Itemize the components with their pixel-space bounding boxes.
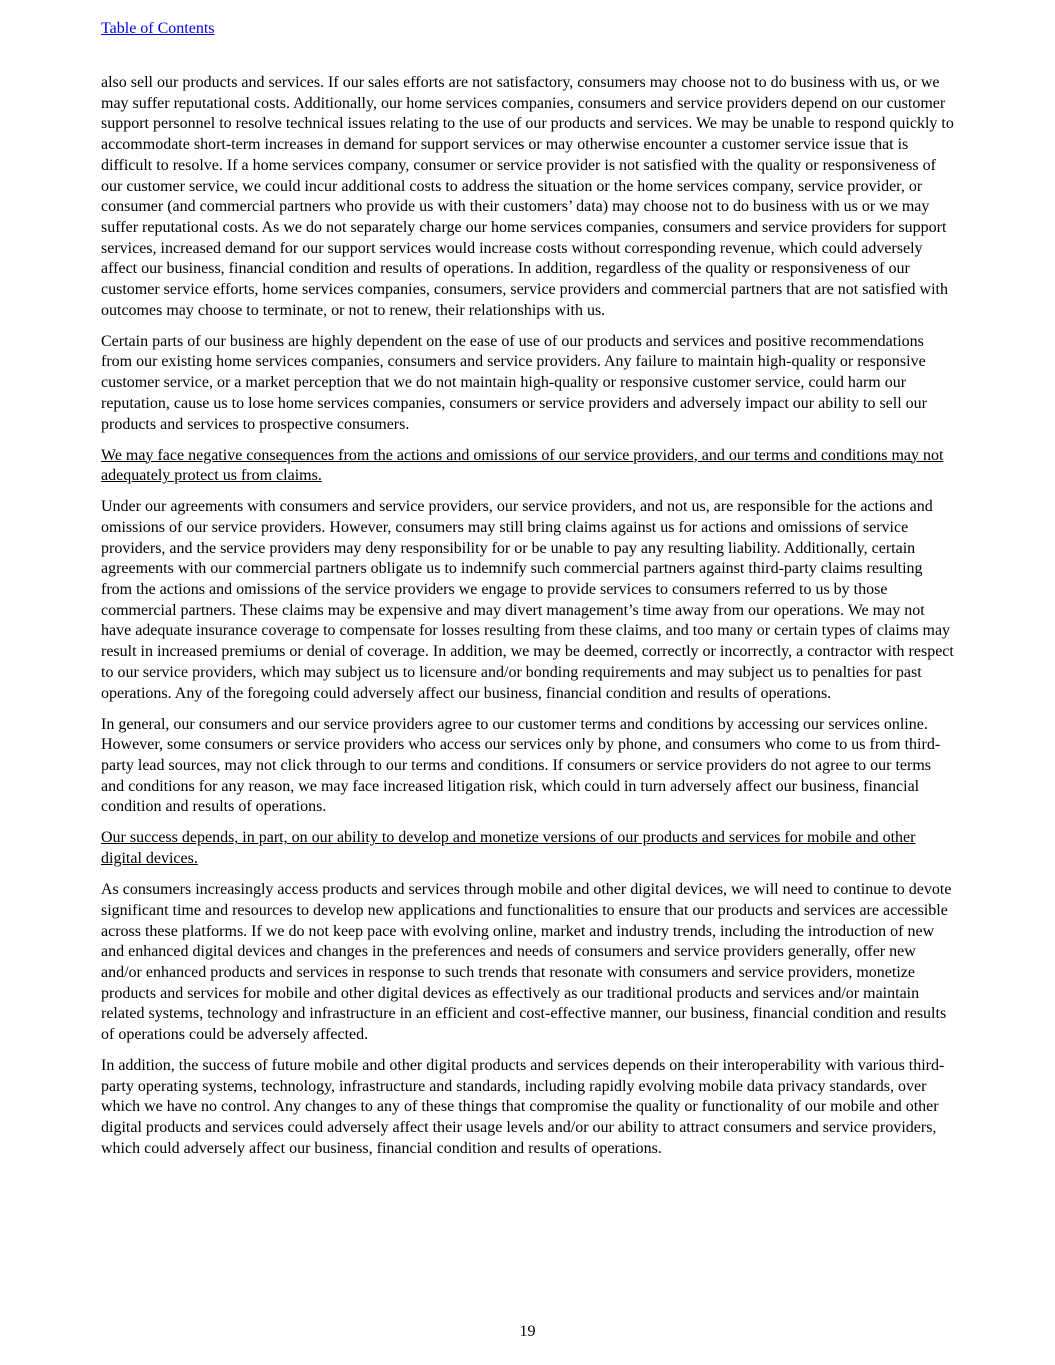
body-paragraph: In general, our consumers and our service providers agree to our customer terms and conditions by accessing our services online. However, some consumers or service providers who access our services only by phone, and consumers who come to us from third-party lead sources, may not click through to our terms and conditions. If consumers or service providers do not agree to our terms and conditions for any reason, we may face increased litigation risk, which could in turn adversely affect our business, financial condition and results of operations. — [101, 715, 941, 816]
section-heading: We may face negative consequences from the actions and omissions of our service providers, and our terms and conditions may not adequately protect us from claims. — [101, 446, 944, 485]
body-paragraph: As consumers increasingly access products and services through mobile and other digital devices, we will need to continue to devote significant time and resources to develop new applications and functionalities to ensure that our products and services are accessible across these platforms. If we do not keep pace with evolving online, market and industry trends, including the introduction of new and enhanced digital devices and changes in the preferences and needs of consumers and service providers generally, offer new and/or enhanced products and services in response to such trends that resonate with consumers and service providers, monetize products and services for mobile and other digital devices as effectively as our traditional products and services and/or maintain related systems, technology and infrastructure in an efficient and cost-effective manner, our business, financial condition and results of operations could be adversely affected. — [101, 881, 952, 1044]
document-body — [101, 73, 957, 1170]
section-heading: Our success depends, in part, on our ability to develop and monetize versions of our products and services for mobile and other digital devices. — [101, 829, 916, 868]
body-paragraph: In addition, the success of future mobile and other digital products and services depends on their interoperability with various third-party operating systems, technology, infrastructure and standards, including rapidly evolving mobile data privacy standards, over which we have no control. Any changes to any of these things that compromise the quality or functionality of our mobile and other digital products and services could adversely affect their usage levels and/or our ability to attract consumers and service providers, which could adversely affect our business, financial condition and results of operations. — [101, 1057, 945, 1157]
body-paragraph: also sell our products and services. If our sales efforts are not satisfactory, consumers may choose not to do business with us, or we may suffer reputational costs. Additionally, our home services companies, consumers and service providers depend on our customer support personnel to resolve technical issues relating to the use of our products and services. We may be unable to respond quickly to accommodate short-term increases in demand for support services or may otherwise encounter a customer service issue that is difficult to resolve. If a home services company, consumer or service provider is not satisfied with the quality or responsiveness of our customer service, we could incur additional costs to address the situation or the home services company, service provider, or consumer (and commercial partners who provide us with their customers’ data) may choose not to do business with us or we may suffer reputational costs. As we do not separately charge our home services companies, consumers and service providers for support services, increased demand for our support services would increase costs without corresponding revenue, which could adversely affect our business, financial condition and results of operations. In addition, regardless of the quality or responsiveness of our customer service efforts, home services companies, consumers, service providers and commercial partners that are not satisfied with outcomes may choose to terminate, or not to renew, their relationships with us. — [101, 74, 954, 319]
page-number: 19 — [519, 1323, 536, 1340]
body-paragraph: Certain parts of our business are highly dependent on the ease of use of our products and services and positive recommendations from our existing home services companies, consumers and service providers. Any failure to maintain high-quality or responsive customer service, or a market perception that we do not maintain high-quality or responsive customer service, could harm our reputation, cause us to lose home services companies, consumers or service providers and adversely impact our ability to sell our products and services to prospective consumers. — [101, 332, 927, 433]
table-of-contents-link[interactable]: Table of Contents — [101, 20, 215, 37]
body-paragraph: Under our agreements with consumers and service providers, our service providers, and not us, are responsible for the actions and omissions of our service providers. However, consumers may still bring claims against us for actions and omissions of service providers, and the service providers may deny responsibility for or be unable to pay any resulting liability. Additionally, certain agreements with our commercial partners obligate us to indemnify such commercial partners against third-party claims resulting from the actions and omissions of the service providers we engage to provide services to consumers referred to us by those commercial partners. These claims may be expensive and may divert management’s time away from our operations. We may not have adequate insurance coverage to compensate for losses resulting from these claims, and too many or certain types of claims may result in increased premiums or denial of coverage. In addition, we may be deemed, correctly or incorrectly, a contractor with respect to our service providers, which may subject us to licensure and/or bonding requirements and may subject us to penalties for past operations. Any of the foregoing could adversely affect our business, financial condition and results of operations. — [101, 498, 954, 702]
